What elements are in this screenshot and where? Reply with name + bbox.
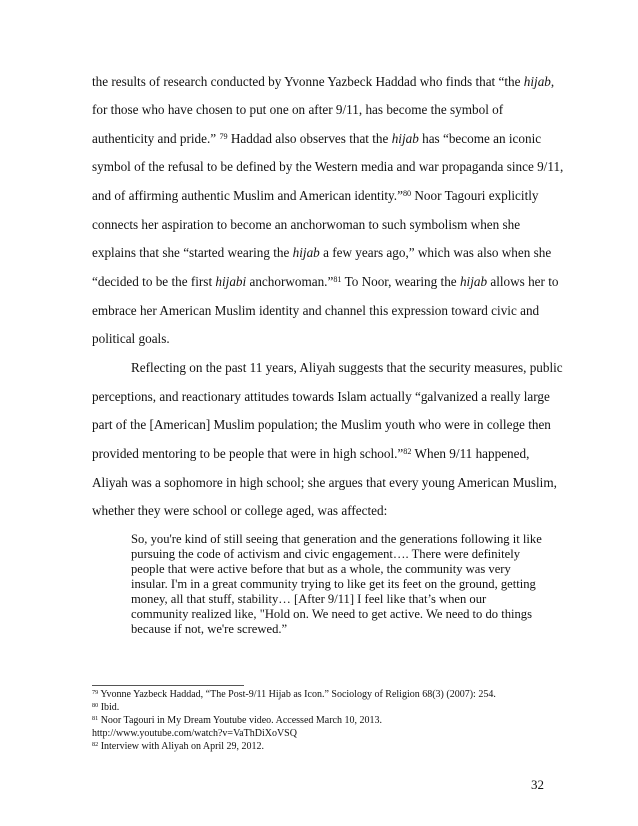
footnote-marker: 82 (403, 446, 412, 456)
body-line: for those who have chosen to put one on after 9/11, has become the symbol of (92, 102, 504, 117)
italic-term: hijabi (215, 274, 247, 289)
body-line: political goals. (92, 331, 170, 346)
footnote: $^{80}$ Ibid. (92, 701, 120, 713)
italic-term: hijab (292, 245, 320, 260)
footnote-marker: 81 (333, 274, 342, 284)
italic-term: hijab (459, 274, 488, 289)
footnote-marker: 80 (402, 188, 412, 198)
block-quote-line: insular. I'm in a great community trying to like get its feet on the ground, getting (131, 577, 536, 591)
footnote-marker: 79 (219, 131, 228, 141)
body-line: connects her aspiration to become an anchorwoman to such symbolism when she (92, 217, 521, 232)
body-line: symbol of the refusal to be defined by the Western media and war propaganda since 9/11, (92, 159, 564, 174)
block-quote-line: people that were active before that but as a whole, the community was very (131, 562, 511, 576)
block-quote-line: pursuing the code of activism and civic engagement…. There were definitely (131, 547, 520, 561)
footnote: $^{82}$ Interview with Aliyah on April 29, 2012. (92, 740, 265, 752)
footnote-marker: 80 (92, 701, 99, 709)
footnote: $^{79}$ Yvonne Yazbeck Haddad, “The Post-9/11 Hijab as Icon.” Sociology of Religion 68(3) (2007): 254. (92, 688, 496, 700)
body-line: authenticity and pride.” $^{79}$ Haddad also observes that the hijab has “become an iconic (92, 131, 542, 146)
footnote-marker: 79 (92, 688, 99, 696)
footnote: $^{81}$ Noor Tagouri in My Dream Youtube video. Accessed March 10, 2013. (92, 714, 382, 726)
footnote-separator (92, 685, 244, 686)
body-line: “decided to be the first hijabi anchorwoman.”$^{81}$ To Noor, wearing the hijab allows her to (92, 274, 559, 289)
footnote-url: http://www.youtube.com/watch?v=VaThDiXoVSQ (92, 728, 297, 739)
body-line: part of the [American] Muslim population; the Muslim youth who were in college then (92, 417, 551, 432)
body-line: provided mentoring to be people that were in high school.”$^{82}$ When 9/11 happened, (92, 446, 530, 461)
body-line: Aliyah was a sophomore in high school; she argues that every young American Muslim, (92, 475, 557, 490)
block-quote-line: because if not, we're screwed.” (131, 622, 288, 636)
block-quote-line: community realized like, "Hold on. We need to get active. We need to do things (131, 607, 532, 621)
body-line: whether they were school or college aged, was affected: (92, 503, 388, 518)
italic-term: hijab (523, 74, 551, 89)
footnote-marker: 82 (92, 740, 99, 748)
page-number: 32 (531, 777, 544, 792)
block-quote-line: money, all that stuff, stability… [After 9/11] I feel like that’s when our (131, 592, 487, 606)
body-line: perceptions, and reactionary attitudes towards Islam actually “galvanized a really large (92, 389, 550, 404)
body-line: and of affirming authentic Muslim and American identity.”$^{80}$ Noor Tagouri explicitly (92, 188, 539, 203)
body-line: explains that she “started wearing the hijab a few years ago,” which was also when she (92, 245, 552, 260)
footnote-marker: 81 (92, 714, 99, 722)
block-quote-line: So, you're kind of still seeing that generation and the generations following it like (131, 532, 542, 546)
body-line: Reflecting on the past 11 years, Aliyah suggests that the security measures, public (131, 360, 563, 375)
body-line: embrace her American Muslim identity and channel this expression toward civic and (92, 303, 540, 318)
italic-term: hijab (391, 131, 419, 146)
body-line: the results of research conducted by Yvonne Yazbeck Haddad who finds that “the hijab, (92, 74, 555, 89)
